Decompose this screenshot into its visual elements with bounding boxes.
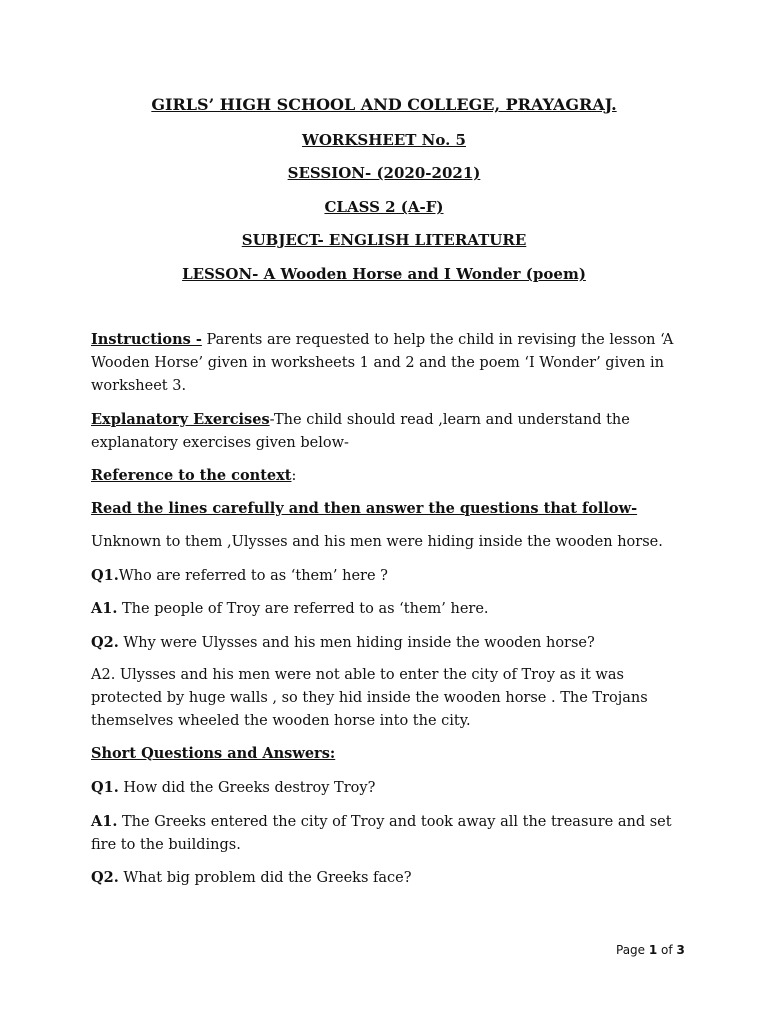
explanatory-paragraph [91,408,683,455]
reference-heading-text: Reference to the context [91,467,292,484]
page-total: 3 [676,943,685,957]
page-number [616,943,685,957]
reference-instruction [91,497,683,521]
reference-passage: Unknown to them ,Ulysses and his men were hiding inside the wooden horse. [91,534,663,550]
short-a1-label: A1. [91,813,118,830]
instructions-label: Instructions - [91,331,202,348]
session-line: SESSION- (2020-2021) [287,164,481,182]
reference-heading [91,464,683,488]
instructions-text: Parents are requested to help the child in revising the lesson ‘A Wooden Horse’ given in worksheets 1 and 2 and the poem ‘I Wonder’ given in worksheet 3. [91,332,674,394]
reference-a2: A2. Ulysses and his men were not able to enter the city of Troy as it was protected by huge walls , so they hid inside the wooden horse . The Trojans themselves wheeled the wooden horse into the city. [91,667,648,729]
short-q2-label: Q2. [91,869,119,886]
reference-instruction-text: Read the lines carefully and then answer the questions that follow- [91,500,638,517]
subject-line: SUBJECT- ENGLISH LITERATURE [241,231,527,249]
short-a1 [91,810,683,857]
page-current: 1 [648,943,658,957]
short-qa-heading [91,742,683,766]
short-q1 [91,776,683,800]
short-q1-text: How did the Greeks destroy Troy? [118,780,376,796]
explanatory-text: -The child should read ,learn and understand the explanatory exercises given below- [91,412,630,451]
reference-q2-label: Q2. [91,634,119,651]
short-q2-text: What big problem did the Greeks face? [118,870,412,886]
lesson-line: LESSON- A Wooden Horse and I Wonder (poem) [182,265,586,283]
school-title: GIRLS’ HIGH SCHOOL AND COLLEGE, PRAYAGRAJ. [151,95,617,114]
reference-a1-text: The people of Troy are referred to as ‘them’ here. [117,601,489,617]
reference-a1 [91,597,683,621]
reference-q1-text: Who are referred to as ‘them’ here ? [118,568,388,584]
reference-q1 [91,564,683,588]
page-of-word: of [657,943,677,957]
reference-q2-text: Why were Ulysses and his men hiding inside the wooden horse? [118,635,595,651]
reference-q2 [91,631,683,655]
page-word: Page [616,943,649,957]
short-q2 [91,866,683,890]
worksheet-number: WORKSHEET No. 5 [301,131,466,149]
short-qa-heading-text: Short Questions and Answers: [91,745,336,762]
reference-q1-label: Q1. [91,567,119,584]
class-line: CLASS 2 (A-F) [324,198,444,216]
reference-a1-label: A1. [91,600,118,617]
explanatory-label: Explanatory Exercises [91,411,270,428]
reference-heading-colon: : [291,468,297,484]
short-q1-label: Q1. [91,779,119,796]
short-a1-text: The Greeks entered the city of Troy and took away all the treasure and set fire to the buildings. [91,814,672,853]
instructions-paragraph [91,328,683,398]
